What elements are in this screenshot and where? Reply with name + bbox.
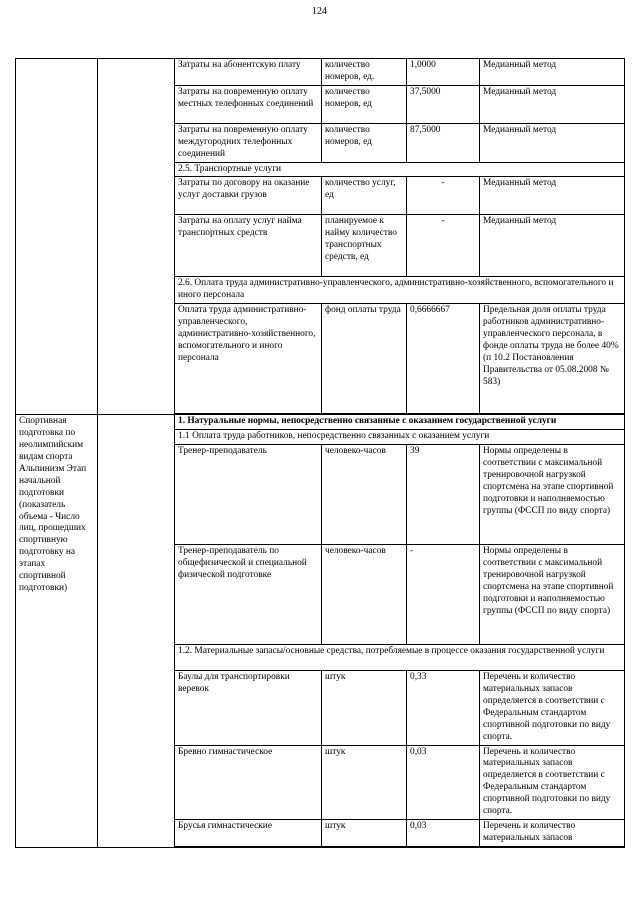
method-cell: Перечень и количество материальных запасов определяется в соответствии с Федеральным стандартом спортивной подготовки по виду спорта. <box>480 745 625 819</box>
value-cell: 0,03 <box>407 745 480 819</box>
norms-table <box>15 58 625 848</box>
method-cell: Медианный метод <box>480 123 625 162</box>
value-cell: 0,03 <box>407 819 480 846</box>
cost-name: Оплата труда административно-управленческого, административно-хозяйственного, вспомогательного и иного персонала <box>175 304 322 414</box>
unit-cell: планируемое к найму количество транспортных средств, ед <box>322 215 407 277</box>
unit-cell: штук <box>322 745 407 819</box>
value-cell: - <box>407 177 480 215</box>
spacer-cell <box>175 846 625 847</box>
method-cell: Медианный метод <box>480 59 625 86</box>
method-cell: Перечень и количество материальных запасов определяется в соответствии с Федеральным стандартом спортивной подготовки по виду спорта. <box>480 671 625 745</box>
code-cell <box>98 415 175 848</box>
value-cell: - <box>407 545 480 645</box>
unit-cell: человеко-часов <box>322 545 407 645</box>
cost-name: Тренер-преподаватель по общефизической и специальной физической подготовке <box>175 545 322 645</box>
section-heading: 1.2. Материальные запасы/основные средства, потребляемые в процессе оказания государственной услуги <box>175 645 625 671</box>
method-cell: Нормы определены в соответствии с максимальной тренировочной нагрузкой спортсмена на этапе спортивной подготовки и наполняемостью группы (ФССП по виду спорта) <box>480 545 625 645</box>
value-cell: - <box>407 215 480 277</box>
section-heading: 1. Натуральные нормы, непосредственно связанные с оказанием государственной услуги <box>175 415 625 430</box>
section-heading: 1.1 Оплата труда работников, непосредственно связанных с оказанием услуги <box>175 430 625 445</box>
method-cell: Перечень и количество материальных запасов <box>480 819 625 846</box>
code-cell <box>98 59 175 415</box>
method-cell: Медианный метод <box>480 215 625 277</box>
unit-cell: количество номеров, ед <box>322 123 407 162</box>
value-cell: 0,6666667 <box>407 304 480 414</box>
cost-name: Затраты на абонентскую плату <box>175 59 322 86</box>
page-number: 124 <box>312 6 327 17</box>
unit-cell: человеко-часов <box>322 445 407 545</box>
unit-cell: штук <box>322 819 407 846</box>
method-cell: Нормы определены в соответствии с максимальной тренировочной нагрузкой спортсмена на этапе спортивной подготовки и наполняемостью группы (ФССП по виду спорта) <box>480 445 625 545</box>
method-cell: Медианный метод <box>480 85 625 123</box>
table-row <box>16 59 625 86</box>
cost-name: Затраты на повременную оплату междугородних телефонных соединений <box>175 123 322 162</box>
unit-cell: количество услуг, ед <box>322 177 407 215</box>
section-row <box>16 415 625 430</box>
unit-cell: количество номеров, ед. <box>322 59 407 86</box>
method-cell: Предельная доля оплаты труда работников административно-управленческого персонала, в фонде оплаты труда не более 40% (п 10.2 Постановления Правительства от 05.08.2008 № 583) <box>480 304 625 414</box>
unit-cell: фонд оплаты труда <box>322 304 407 414</box>
value-cell: 1,0000 <box>407 59 480 86</box>
method-cell: Медианный метод <box>480 177 625 215</box>
cost-name: Затраты на оплату услуг найма транспортных средств <box>175 215 322 277</box>
section-heading: 2.6. Оплата труда административно-управленческого, административно-хозяйственного, вспомогательного и иного персонала <box>175 277 625 304</box>
cost-name: Затраты по договору на оказание услуг доставки грузов <box>175 177 322 215</box>
unit-cell: штук <box>322 671 407 745</box>
material-name: Баулы для транспортировки веревок <box>175 671 322 745</box>
value-cell: 87,5000 <box>407 123 480 162</box>
material-name: Брусья гимнастические <box>175 819 322 846</box>
service-description: Спортивная подготовка по неолимпийским видам спорта Альпинизм Этап начальной подготовки (показатель объема - Число лиц, прошедших спортивную подготовку на этапах спортивной подготовки) <box>16 415 98 848</box>
service-cell <box>16 59 98 415</box>
value-cell: 0,33 <box>407 671 480 745</box>
material-name: Бревно гимнастическое <box>175 745 322 819</box>
cost-name: Затраты на повременную оплату местных телефонных соединений <box>175 85 322 123</box>
value-cell: 37,5000 <box>407 85 480 123</box>
section-heading: 2.5. Транспортные услуги <box>175 162 625 177</box>
cost-name: Тренер-преподаватель <box>175 445 322 545</box>
unit-cell: количество номеров, ед <box>322 85 407 123</box>
value-cell: 39 <box>407 445 480 545</box>
